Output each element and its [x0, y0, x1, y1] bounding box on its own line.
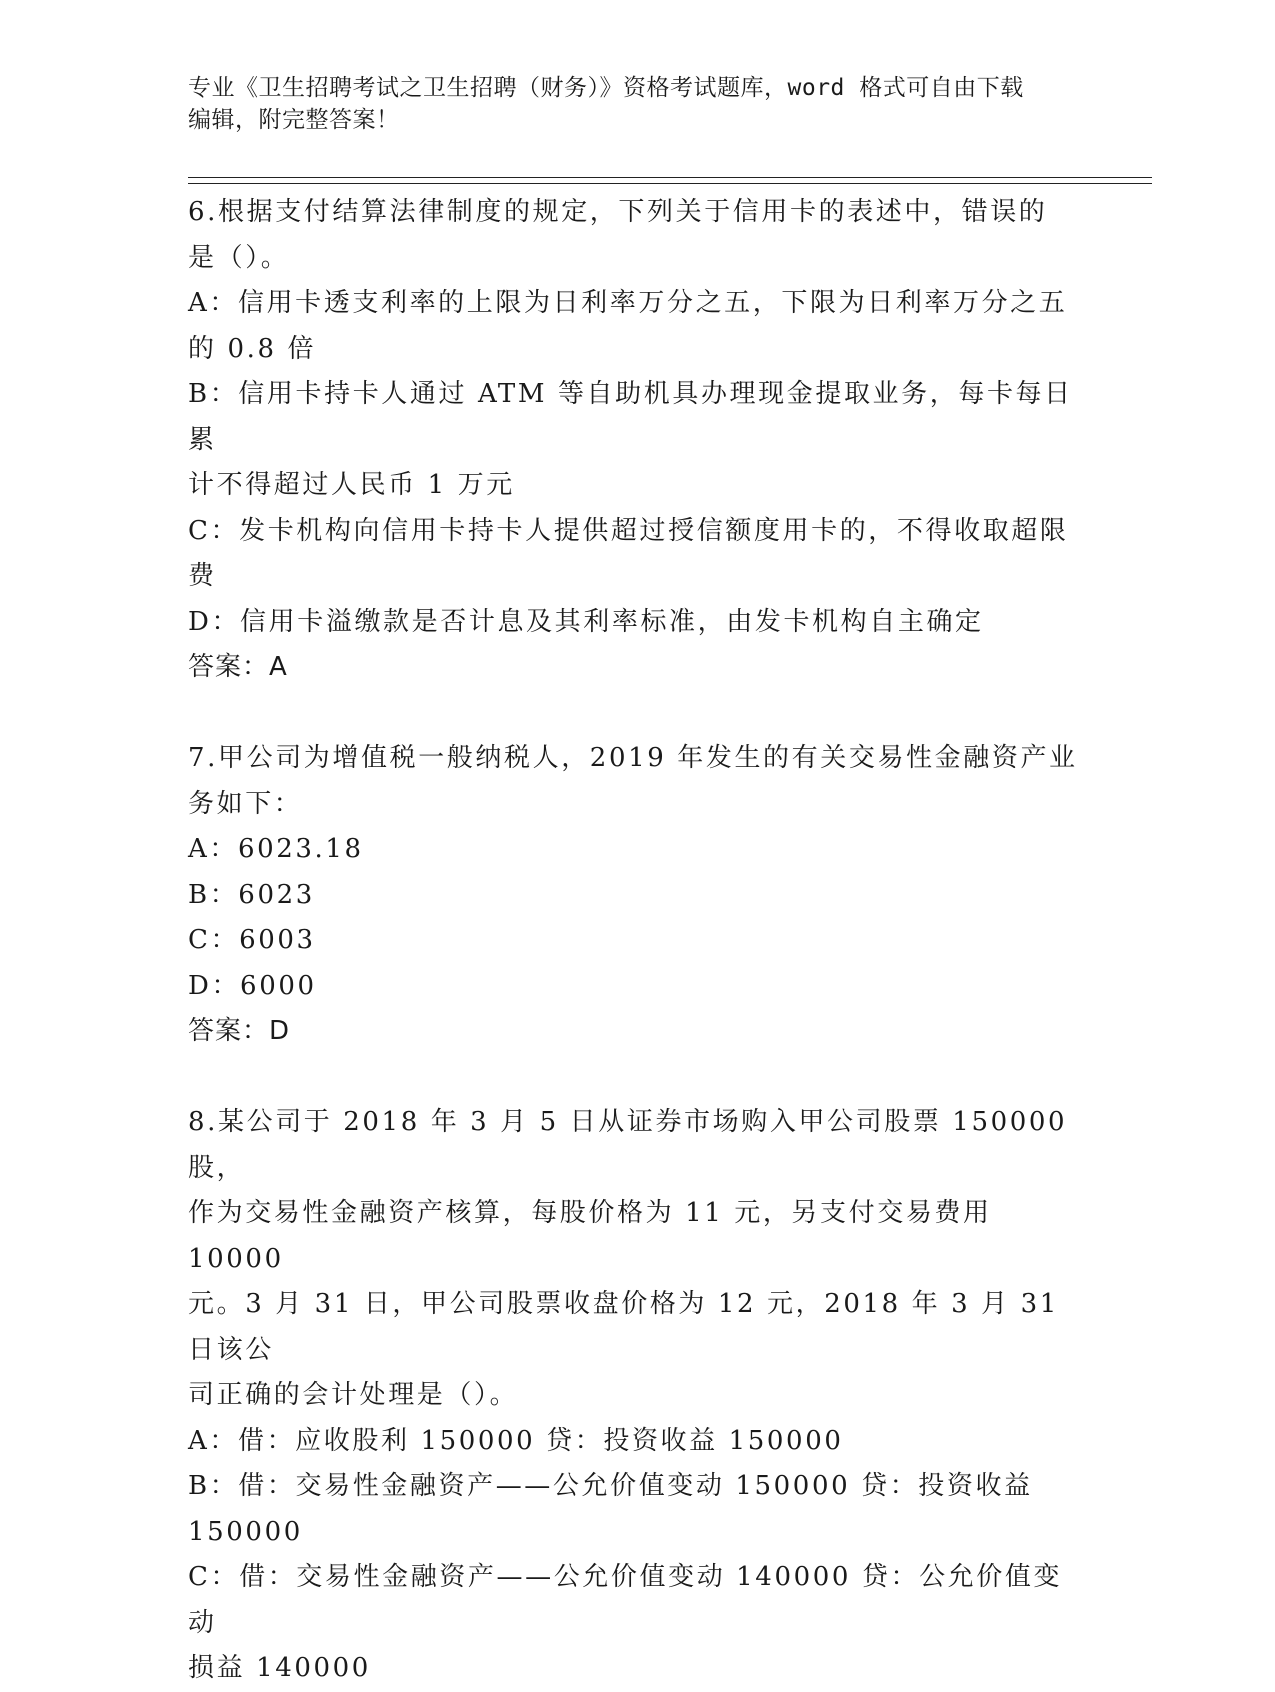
- stem-line: 务如下：: [188, 788, 303, 819]
- header-line: 编辑，附完整答案！: [188, 107, 400, 133]
- header-divider: [188, 177, 1152, 178]
- question-list: [188, 190, 1088, 1692]
- option-line: C：发卡机构向信用卡持卡人提供超过授信额度用卡的，不得收取超限: [188, 515, 1069, 546]
- option-b: [188, 1464, 1088, 1555]
- option-b: B：6023: [188, 879, 315, 910]
- option-c: C：6003: [188, 925, 316, 955]
- option-d: D：6000: [188, 970, 317, 1001]
- question-6: [188, 190, 1088, 691]
- option-line: B：信用卡持卡人通过 ATM 等自助机具办理现金提取业务，每卡每日累: [188, 379, 1073, 455]
- header-line: 专业《卫生招聘考试之卫生招聘（财务）》资格考试题库，word 格式可自由下载: [188, 75, 1024, 101]
- option-line: A：信用卡透支利率的上限为日利率万分之五，下限为日利率万分之五: [188, 288, 1068, 318]
- option-a: [188, 281, 1088, 372]
- option-line: 的 0.8 倍: [188, 333, 317, 364]
- question-stem: [188, 1100, 1088, 1419]
- stem-line: 司正确的会计处理是（）。: [188, 1380, 519, 1410]
- option-line: C：借：交易性金融资产——公允价值变动 140000 贷：公允价值变动: [188, 1562, 1063, 1638]
- stem-line: 是（）。: [188, 242, 290, 273]
- question-7: [188, 736, 1088, 1055]
- option-b: [188, 372, 1088, 509]
- option-line: D：信用卡溢缴款是否计息及其利率标准，由发卡机构自主确定: [188, 606, 984, 637]
- answer-label: 答案：D: [188, 1016, 291, 1046]
- option-c: [188, 509, 1088, 600]
- option-line: 计不得超过人民币 1 万元: [188, 470, 515, 500]
- option-line: B：借：交易性金融资产——公允价值变动 150000 贷：投资收益: [188, 1471, 1033, 1501]
- option-d: [188, 600, 1088, 646]
- question-stem: [188, 190, 1088, 281]
- option-line: 损益 140000: [188, 1653, 371, 1683]
- stem-line: 8.某公司于 2018 年 3 月 5 日从证券市场购入甲公司股票 150000 股，: [188, 1107, 1068, 1183]
- document-header: [188, 72, 1068, 136]
- option-a: A：6023.18: [188, 834, 364, 864]
- stem-line: 7.甲公司为增值税一般纳税人，2019 年发生的有关交易性金融资产业: [188, 743, 1078, 773]
- option-c: [188, 1555, 1088, 1692]
- stem-line: 作为交易性金融资产核算，每股价格为 11 元，另支付交易费用 10000: [188, 1198, 992, 1274]
- option-line: 150000: [188, 1516, 303, 1547]
- header-divider: [188, 183, 1152, 184]
- stem-line: 元。3 月 31 日，甲公司股票收盘价格为 12 元，2018 年 3 月 31 日该公: [188, 1289, 1059, 1365]
- question-stem: [188, 736, 1088, 827]
- question-8: [188, 1100, 1088, 1692]
- stem-line: 6.根据支付结算法律制度的规定，下列关于信用卡的表述中，错误的: [188, 197, 1048, 227]
- option-line: 费: [188, 561, 217, 591]
- option-a: A：借：应收股利 150000 贷：投资收益 150000: [188, 1425, 844, 1456]
- answer-label: 答案：A: [188, 652, 288, 682]
